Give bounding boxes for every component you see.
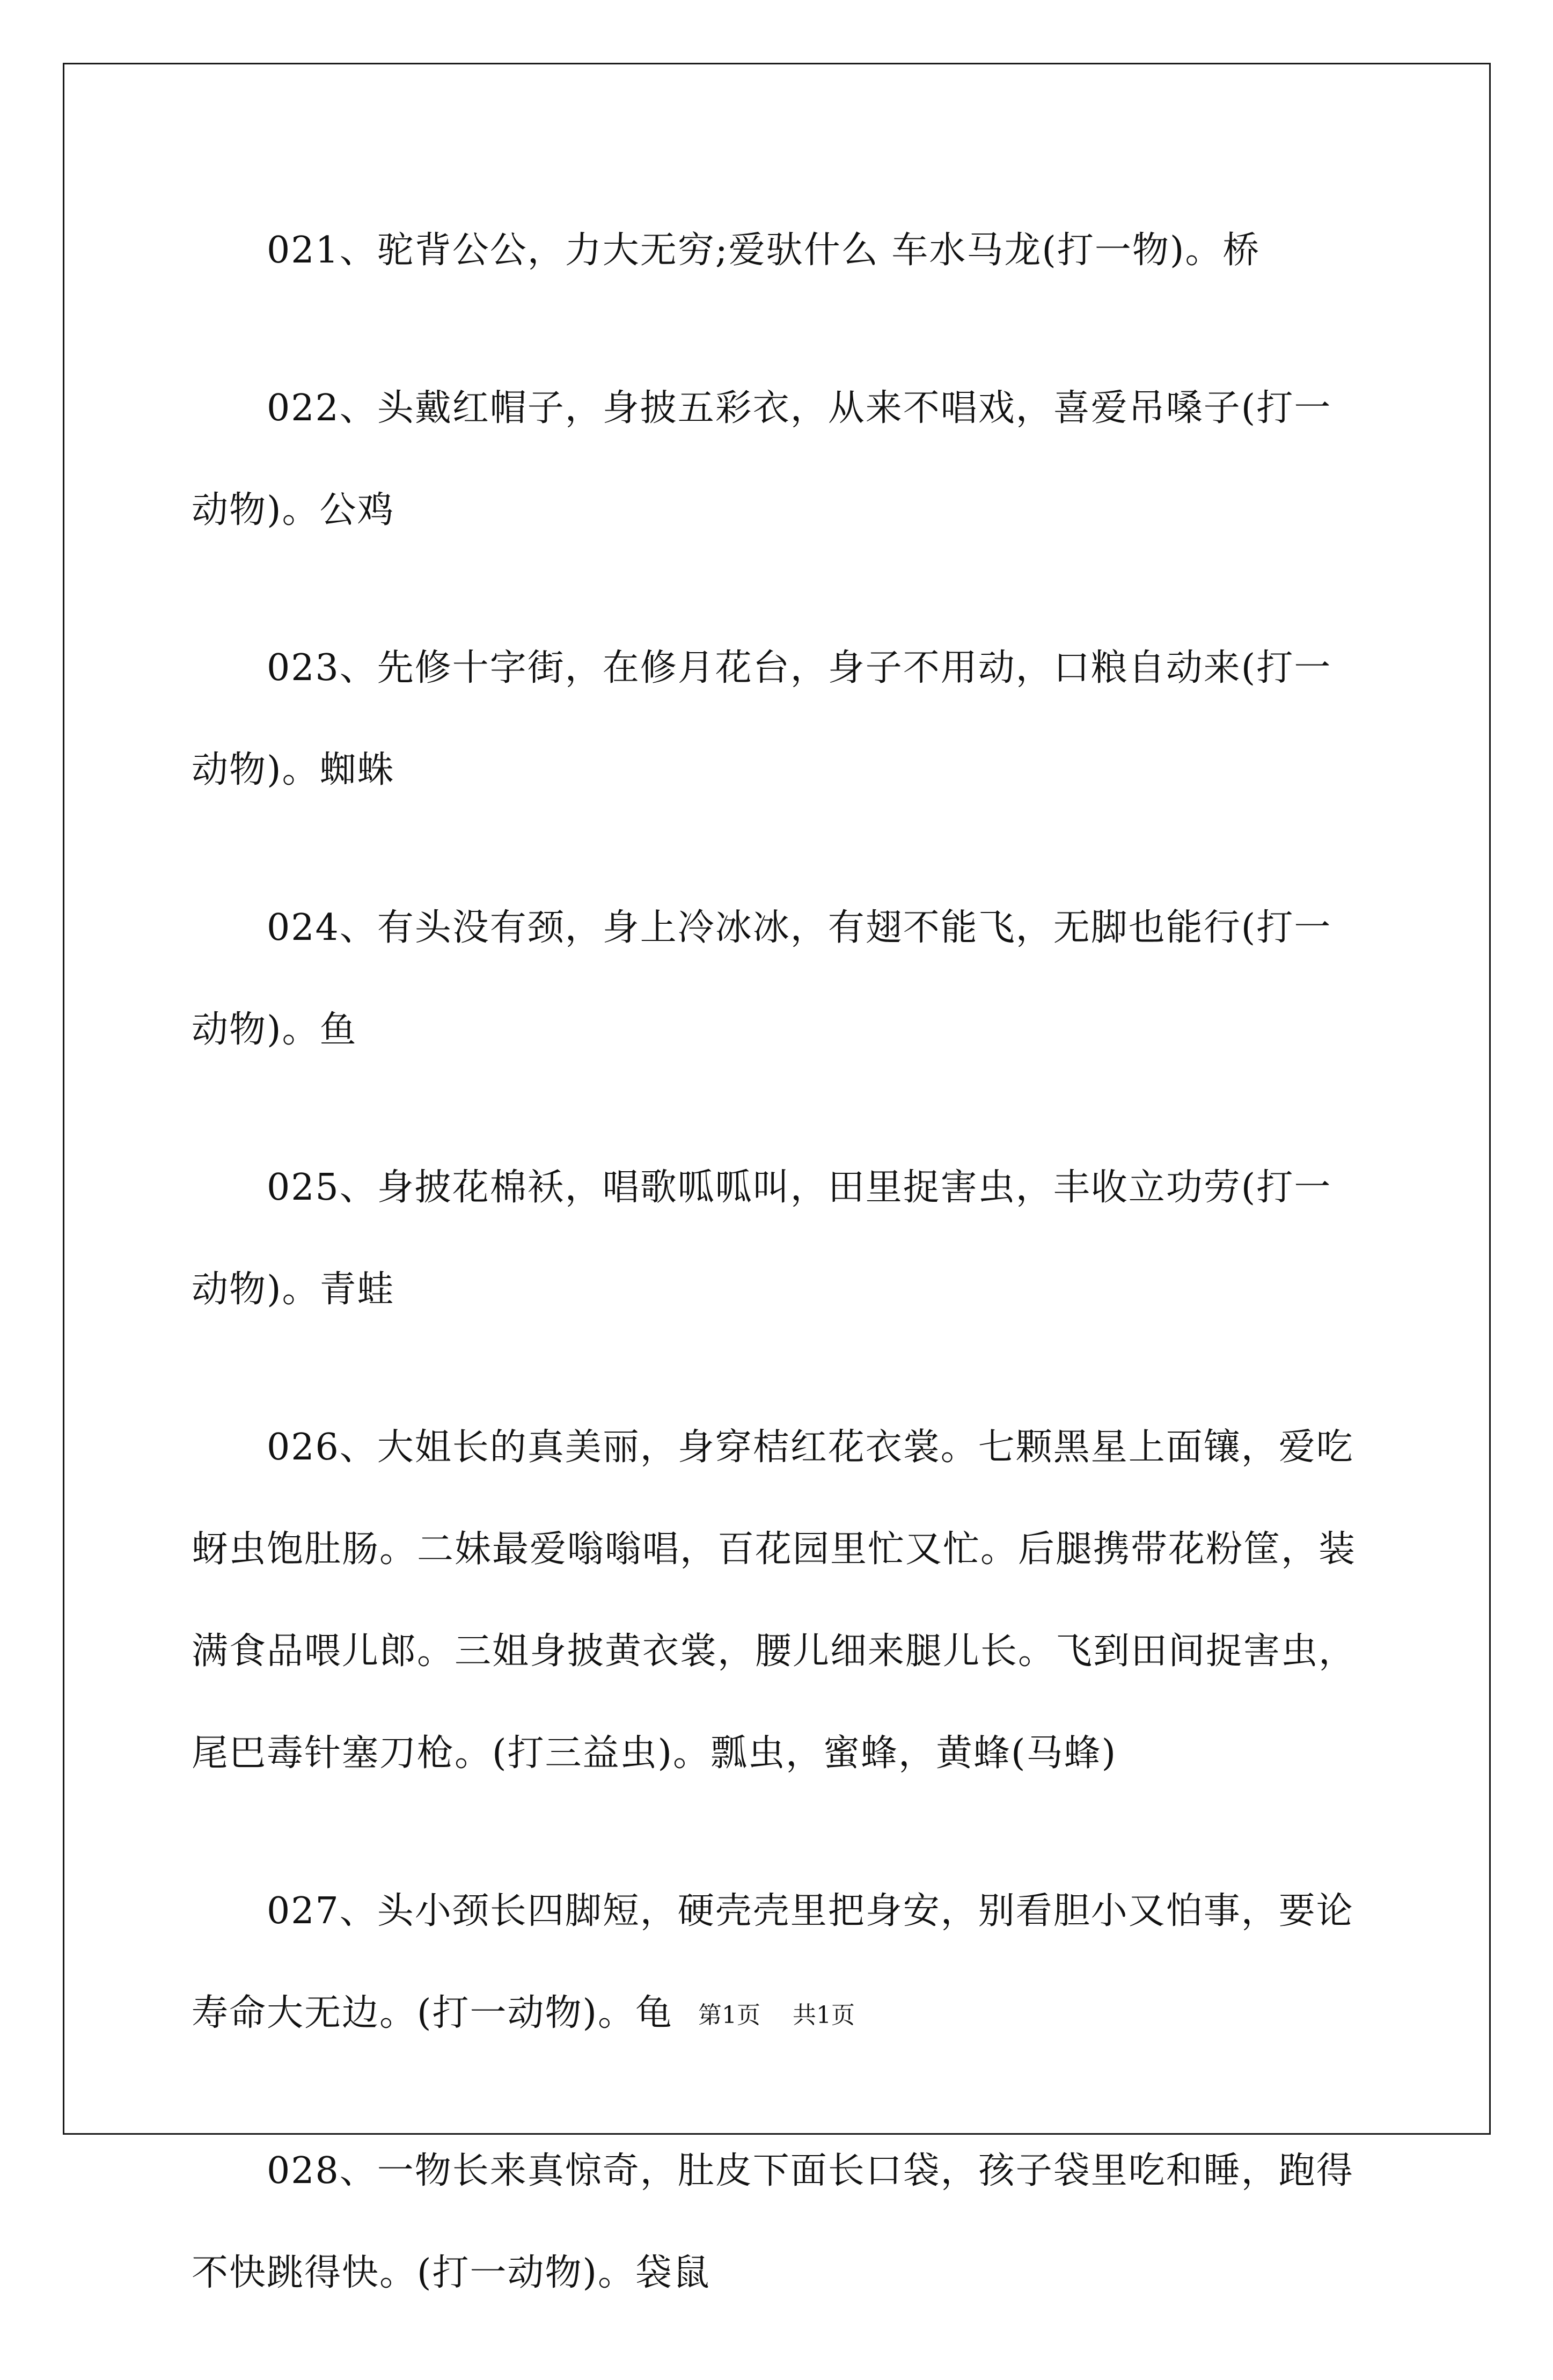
page-number: 第1页 <box>698 2002 760 2029</box>
page-footer <box>0 2001 1553 2031</box>
riddle-paragraph: 024、有头没有颈，身上冷冰冰，有翅不能飞，无脚也能行(打一动物)。鱼 <box>192 907 1332 1051</box>
page-total: 共1页 <box>793 2002 855 2029</box>
riddle-paragraph: 027、头小颈长四脚短，硬壳壳里把身安，别看胆小又怕事，要论寿命大无边。(打一动物)。龟 <box>192 1890 1354 2034</box>
riddle-paragraph: 026、大姐长的真美丽，身穿桔红花衣裳。七颗黑星上面镶，爱吃蚜虫饱肚肠。二妹最爱嗡嗡唱，百花园里忙又忙。后腿携带花粉筐，装满食品喂儿郎。三姐身披黄衣裳，腰儿细来腿儿长。飞到田间捉害虫，尾巴毒针塞刀枪。(打三益虫)。瓢虫，蜜蜂，黄蜂(马蜂) <box>192 1426 1357 1775</box>
riddle-paragraph: 022、头戴红帽子，身披五彩衣，从来不唱戏，喜爱吊嗓子(打一动物)。公鸡 <box>192 387 1332 531</box>
riddle-paragraph: 028、一物长来真惊奇，肚皮下面长口袋，孩子袋里吃和睡，跑得不快跳得快。(打一动物)。袋鼠 <box>192 2150 1354 2294</box>
riddle-paragraph: 021、驼背公公，力大无穷;爱驮什么 车水马龙(打一物)。桥 <box>267 229 1261 272</box>
document-body <box>192 200 1367 2380</box>
riddle-paragraph: 023、先修十字街，在修月花台，身子不用动，口粮自动来(打一动物)。蜘蛛 <box>192 647 1332 791</box>
riddle-paragraph: 025、身披花棉袄，唱歌呱呱叫，田里捉害虫，丰收立功劳(打一动物)。青蛙 <box>192 1166 1332 1311</box>
